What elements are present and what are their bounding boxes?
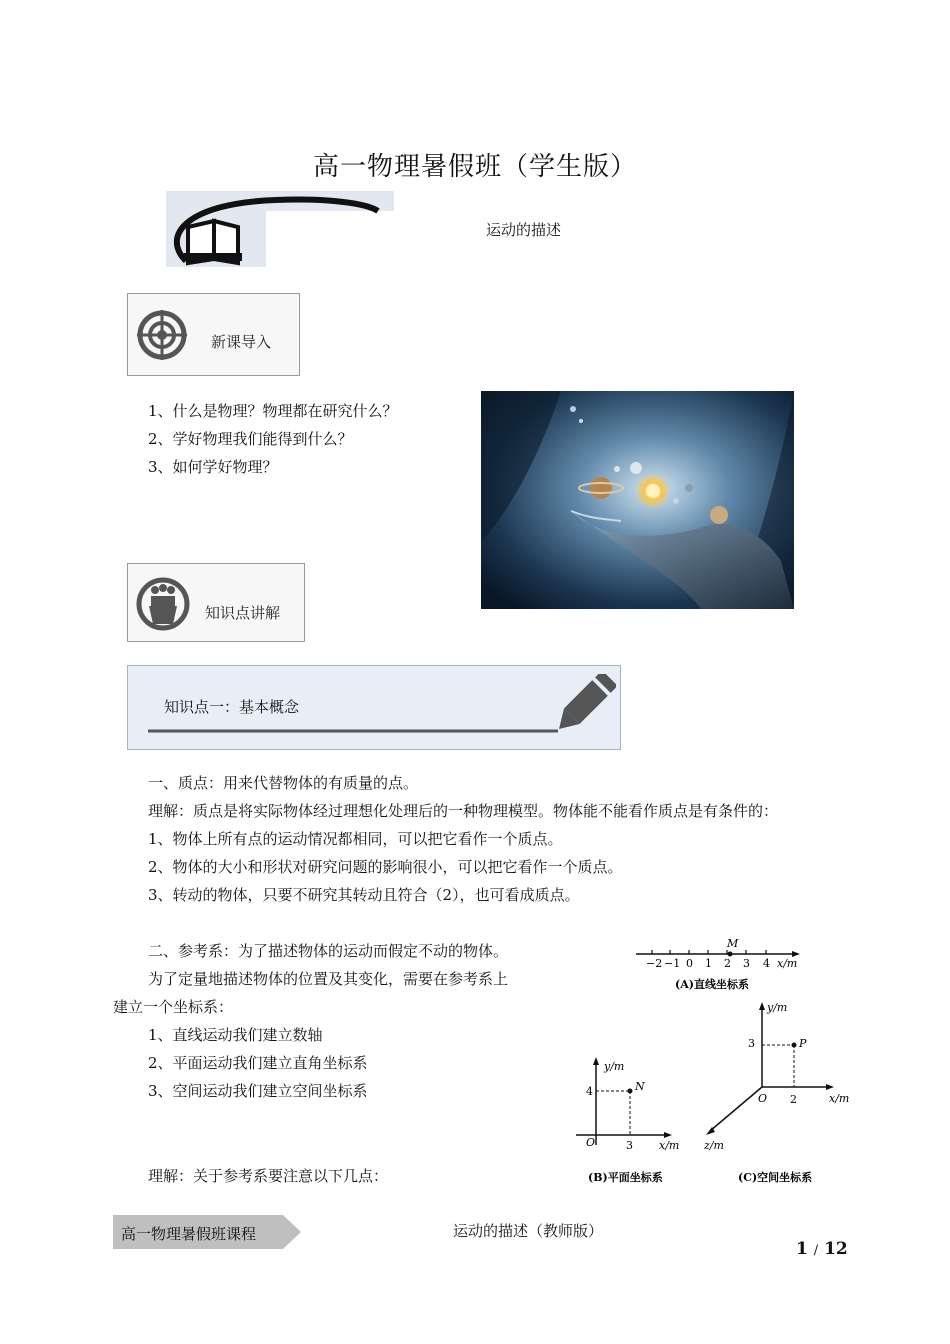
point-p-label: P <box>799 1037 807 1050</box>
coord-value: 3 <box>626 1139 633 1152</box>
reference-item: 2、平面运动我们建立直角坐标系 <box>148 1054 368 1072</box>
knowledge-section-header <box>127 563 305 642</box>
reference-item: 3、空间运动我们建立空间坐标系 <box>148 1082 368 1100</box>
knowledge-point-banner <box>127 665 621 750</box>
coordinate-systems-diagram <box>568 935 858 1190</box>
reference-paragraph-cont: 建立一个坐标系： <box>113 998 234 1016</box>
particle-item: 3、转动的物体，只要不研究其转动且符合（2），也可看成质点。 <box>148 886 580 904</box>
reference-paragraph: 为了定量地描述物体的位置及其变化，需要在参考系上 <box>148 970 509 988</box>
document-title: 高一物理暑假班（学生版） <box>312 152 637 182</box>
book-icon <box>184 221 242 263</box>
footer-course-label: 高一物理暑假班课程 <box>121 1225 257 1243</box>
coord-value: 3 <box>748 1037 755 1050</box>
question-item: 1、什么是物理？物理都在研究什么？ <box>148 402 398 420</box>
question-item: 2、学好物理我们能得到什么？ <box>148 430 353 448</box>
footer-document-title: 运动的描述（教师版） <box>453 1222 604 1240</box>
tick-label: −2 <box>646 957 663 970</box>
page-current: 1 <box>796 1239 808 1259</box>
page-number <box>796 1239 848 1259</box>
particle-item: 2、物体的大小和形状对研究问题的影响很小，可以把它看作一个质点。 <box>148 858 623 876</box>
space-coordinate-system <box>703 1001 849 1184</box>
axis-label: x/m <box>777 957 798 970</box>
point-n-label: N <box>635 1080 645 1093</box>
reference-item: 1、直线运动我们建立数轴 <box>148 1026 323 1044</box>
coord-value: 4 <box>586 1085 593 1098</box>
pencil-icon <box>146 674 616 738</box>
tick-label: −1 <box>664 957 681 970</box>
chapter-title: 运动的描述 <box>486 221 562 239</box>
origin-label: O <box>586 1136 596 1149</box>
knowledge-label: 知识点讲解 <box>205 604 281 622</box>
new-lesson-label: 新课导入 <box>211 333 272 351</box>
reference-note: 理解：关于参考系要注意以下几点： <box>148 1167 389 1185</box>
axis-label: z/m <box>704 1139 724 1152</box>
chapter-banner <box>166 191 394 267</box>
plane-coordinate-system <box>576 1057 679 1184</box>
coord-value: 2 <box>790 1093 797 1106</box>
axis-label: y/m <box>604 1060 625 1073</box>
caption-c: (C)空间坐标系 <box>738 1171 813 1184</box>
tick-label: 2 <box>724 957 731 970</box>
particle-heading: 一、质点：用来代替物体的有质量的点。 <box>148 774 419 792</box>
caption-b: (B)平面坐标系 <box>588 1171 663 1184</box>
solar-system-hand-image <box>481 391 794 609</box>
question-item: 3、如何学好物理？ <box>148 458 278 476</box>
page-separator: / <box>813 1243 819 1258</box>
axis-label: x/m <box>829 1092 850 1105</box>
tick-label: 1 <box>705 957 712 970</box>
axis-label: x/m <box>659 1139 680 1152</box>
page-total: 12 <box>824 1239 848 1259</box>
new-lesson-section-header <box>127 293 300 376</box>
origin-label: O <box>758 1092 768 1105</box>
particle-understanding: 理解：质点是将实际物体经过理想化处理后的一种物理模型。物体能不能看作质点是有条件的： <box>148 802 779 820</box>
tick-label: 0 <box>686 957 693 970</box>
lecture-icon <box>133 576 193 632</box>
tick-label: 3 <box>743 957 750 970</box>
tick-label: 4 <box>763 957 770 970</box>
particle-item: 1、物体上所有点的运动情况都相同，可以把它看作一个质点。 <box>148 830 563 848</box>
axis-label: y/m <box>767 1001 788 1014</box>
reference-heading: 二、参考系：为了描述物体的运动而假定不动的物体。 <box>148 942 509 960</box>
caption-a: (A)直线坐标系 <box>675 978 749 991</box>
line-coordinate-system <box>636 937 800 991</box>
knowledge-point-title: 知识点一：基本概念 <box>164 698 300 716</box>
point-m-label: M <box>727 937 739 950</box>
target-icon <box>134 310 194 360</box>
